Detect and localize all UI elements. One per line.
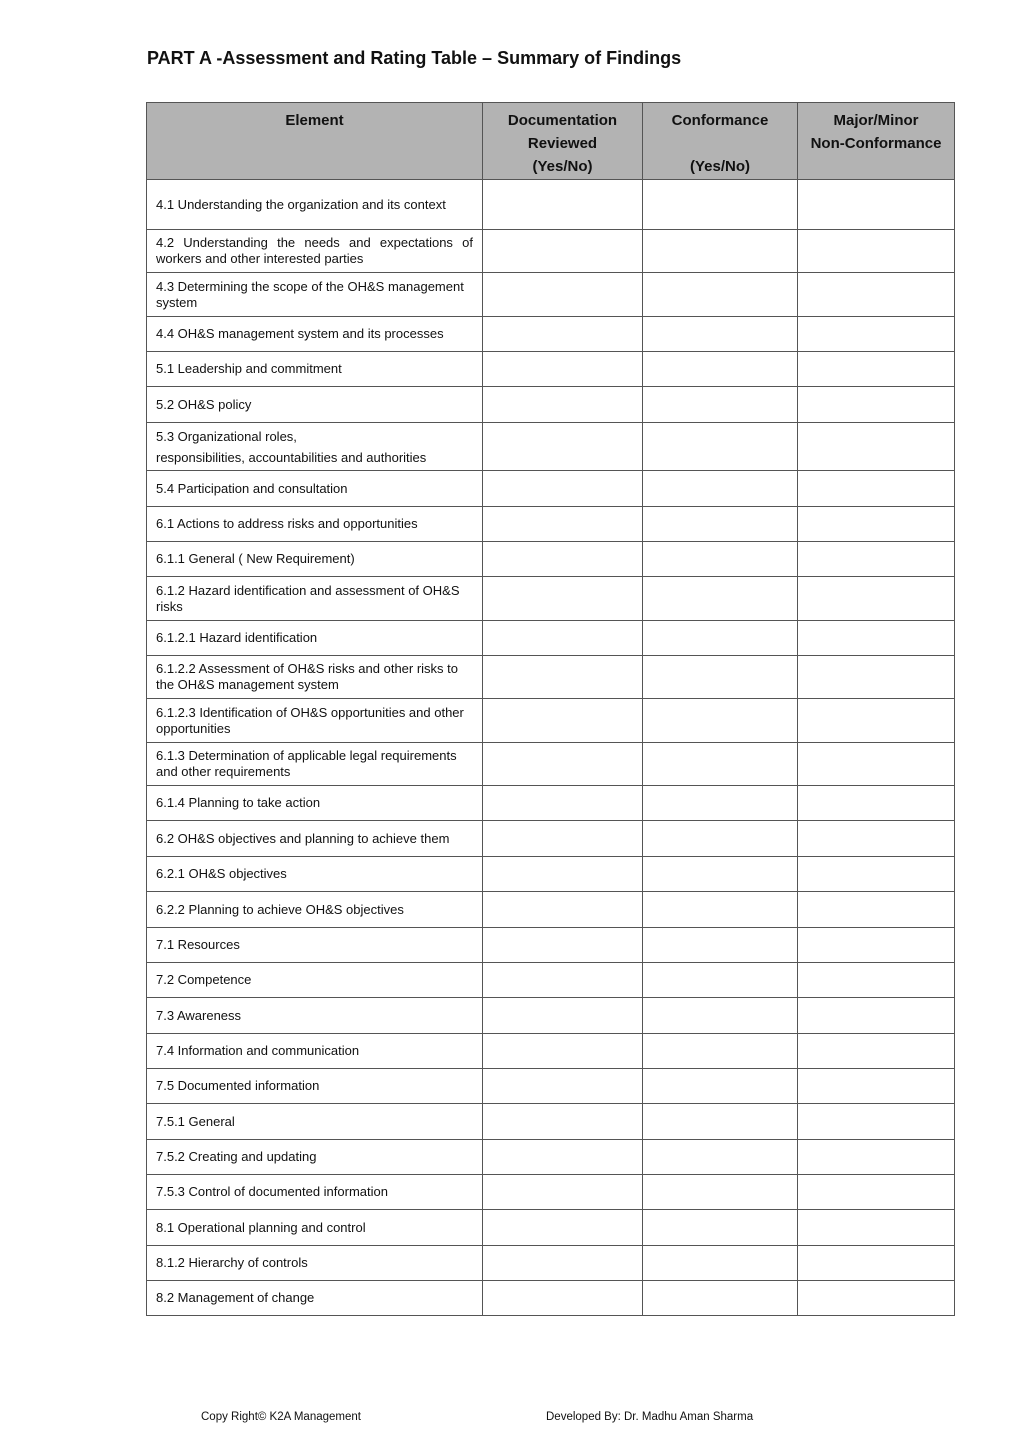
documentation-reviewed-cell[interactable] (483, 1246, 643, 1281)
element-cell: 7.5 Documented information (147, 1069, 483, 1104)
table-row (147, 577, 955, 621)
table-row (147, 507, 955, 542)
table-row (147, 928, 955, 963)
conformance-cell[interactable] (643, 1210, 798, 1246)
element-cell: 6.1.1 General ( New Requirement) (147, 542, 483, 577)
conformance-cell[interactable] (643, 743, 798, 786)
documentation-reviewed-cell[interactable] (483, 230, 643, 273)
conformance-cell[interactable] (643, 1034, 798, 1069)
conformance-cell[interactable] (643, 1175, 798, 1210)
header-nc-line-1: Major/Minor (833, 112, 919, 129)
element-cell: 7.3 Awareness (147, 998, 483, 1034)
documentation-reviewed-cell[interactable] (483, 928, 643, 963)
element-cell: 6.2.1 OH&S objectives (147, 857, 483, 892)
table-row (147, 1246, 955, 1281)
table-row (147, 230, 955, 273)
header-conformance (643, 103, 798, 180)
conformance-cell[interactable] (643, 423, 798, 471)
table-row (147, 273, 955, 317)
documentation-reviewed-cell[interactable] (483, 998, 643, 1034)
documentation-reviewed-cell[interactable] (483, 507, 643, 542)
table-row (147, 471, 955, 507)
table-row (147, 1104, 955, 1140)
non-conformance-cell[interactable] (798, 423, 955, 471)
documentation-reviewed-cell[interactable] (483, 1281, 643, 1316)
table-row (147, 743, 955, 786)
element-cell: 6.1.2.1 Hazard identification (147, 621, 483, 656)
header-element-line: Element (285, 112, 344, 129)
header-documentation-line-1: Documentation (507, 112, 618, 129)
conformance-cell[interactable] (643, 786, 798, 821)
table-row (147, 621, 955, 656)
conformance-cell[interactable] (643, 387, 798, 423)
conformance-cell[interactable] (643, 656, 798, 699)
header-documentation-reviewed (483, 103, 643, 180)
non-conformance-cell[interactable] (798, 928, 955, 963)
conformance-cell[interactable] (643, 621, 798, 656)
conformance-cell[interactable] (643, 857, 798, 892)
conformance-cell[interactable] (643, 180, 798, 230)
non-conformance-cell[interactable] (798, 786, 955, 821)
conformance-cell[interactable] (643, 1246, 798, 1281)
documentation-reviewed-cell[interactable] (483, 1104, 643, 1140)
documentation-reviewed-cell[interactable] (483, 352, 643, 387)
documentation-reviewed-cell[interactable] (483, 542, 643, 577)
footer-copyright: Copy Right© K2A Management (201, 1411, 361, 1423)
element-cell: 4.2 Understanding the needs and expectations of workers and other interested parties (147, 230, 483, 273)
documentation-reviewed-cell[interactable] (483, 1140, 643, 1175)
element-cell: 6.1.4 Planning to take action (147, 786, 483, 821)
conformance-cell[interactable] (643, 507, 798, 542)
documentation-reviewed-cell[interactable] (483, 387, 643, 423)
non-conformance-cell[interactable] (798, 821, 955, 857)
header-conformance-line-3: (Yes/No) (689, 158, 750, 175)
element-cell: 6.1.2 Hazard identification and assessment of OH&S risks (147, 577, 483, 621)
header-conformance-line-2 (647, 132, 793, 155)
non-conformance-cell[interactable] (798, 699, 955, 743)
element-cell: 6.1.3 Determination of applicable legal requirements and other requirements (147, 743, 483, 786)
table-row (147, 352, 955, 387)
non-conformance-cell[interactable] (798, 892, 955, 928)
conformance-cell[interactable] (643, 892, 798, 928)
documentation-reviewed-cell[interactable] (483, 1210, 643, 1246)
conformance-cell[interactable] (643, 577, 798, 621)
non-conformance-cell[interactable] (798, 1140, 955, 1175)
element-cell: 6.2 OH&S objectives and planning to achieve them (147, 821, 483, 857)
element-cell: 8.1 Operational planning and control (147, 1210, 483, 1246)
non-conformance-cell[interactable] (798, 1281, 955, 1316)
conformance-cell[interactable] (643, 471, 798, 507)
non-conformance-cell[interactable] (798, 352, 955, 387)
documentation-reviewed-cell[interactable] (483, 699, 643, 743)
documentation-reviewed-cell[interactable] (483, 621, 643, 656)
documentation-reviewed-cell[interactable] (483, 857, 643, 892)
table-header-row (147, 103, 955, 180)
documentation-reviewed-cell[interactable] (483, 423, 643, 471)
non-conformance-cell[interactable] (798, 1246, 955, 1281)
conformance-cell[interactable] (643, 699, 798, 743)
conformance-cell[interactable] (643, 1069, 798, 1104)
non-conformance-cell[interactable] (798, 1104, 955, 1140)
element-cell: 7.2 Competence (147, 963, 483, 998)
element-cell: 7.5.3 Control of documented information (147, 1175, 483, 1210)
element-cell: 7.1 Resources (147, 928, 483, 963)
non-conformance-cell[interactable] (798, 621, 955, 656)
conformance-cell[interactable] (643, 1140, 798, 1175)
element-cell: 7.4 Information and communication (147, 1034, 483, 1069)
documentation-reviewed-cell[interactable] (483, 743, 643, 786)
element-cell: 4.4 OH&S management system and its processes (147, 317, 483, 352)
non-conformance-cell[interactable] (798, 1069, 955, 1104)
non-conformance-cell[interactable] (798, 577, 955, 621)
table-row (147, 998, 955, 1034)
footer-developer: Developed By: Dr. Madhu Aman Sharma (546, 1411, 754, 1423)
table-row (147, 387, 955, 423)
element-cell: 5.1 Leadership and commitment (147, 352, 483, 387)
table-row (147, 656, 955, 699)
element-cell: 6.1.2.3 Identification of OH&S opportunities and other opportunities (147, 699, 483, 743)
table-row (147, 1034, 955, 1069)
element-cell: 6.1 Actions to address risks and opportunities (147, 507, 483, 542)
assessment-table (146, 102, 955, 1316)
page-title: PART A -Assessment and Rating Table – Summary of Findings (147, 48, 682, 68)
conformance-cell[interactable] (643, 542, 798, 577)
conformance-cell[interactable] (643, 1104, 798, 1140)
non-conformance-cell[interactable] (798, 857, 955, 892)
conformance-cell[interactable] (643, 317, 798, 352)
conformance-cell[interactable] (643, 998, 798, 1034)
table-row (147, 963, 955, 998)
documentation-reviewed-cell[interactable] (483, 1069, 643, 1104)
table-row (147, 1069, 955, 1104)
non-conformance-cell[interactable] (798, 273, 955, 317)
non-conformance-cell[interactable] (798, 1034, 955, 1069)
documentation-reviewed-cell[interactable] (483, 786, 643, 821)
documentation-reviewed-cell[interactable] (483, 1034, 643, 1069)
element-cell: 6.2.2 Planning to achieve OH&S objectives (147, 892, 483, 928)
conformance-cell[interactable] (643, 963, 798, 998)
table-row (147, 317, 955, 352)
conformance-cell[interactable] (643, 928, 798, 963)
non-conformance-cell[interactable] (798, 180, 955, 230)
table-row (147, 857, 955, 892)
table-row (147, 423, 955, 471)
documentation-reviewed-cell[interactable] (483, 892, 643, 928)
documentation-reviewed-cell[interactable] (483, 656, 643, 699)
conformance-cell[interactable] (643, 821, 798, 857)
element-cell: 6.1.2.2 Assessment of OH&S risks and other risks to the OH&S management system (147, 656, 483, 699)
non-conformance-cell[interactable] (798, 656, 955, 699)
element-cell: 7.5.1 General (147, 1104, 483, 1140)
conformance-cell[interactable] (643, 1281, 798, 1316)
element-cell: 4.1 Understanding the organization and its context (147, 180, 483, 230)
table-row (147, 180, 955, 230)
non-conformance-cell[interactable] (798, 542, 955, 577)
table-row (147, 1210, 955, 1246)
non-conformance-cell[interactable] (798, 1175, 955, 1210)
conformance-cell[interactable] (643, 352, 798, 387)
table-row (147, 699, 955, 743)
non-conformance-cell[interactable] (798, 471, 955, 507)
header-documentation-line-3: (Yes/No) (532, 158, 593, 175)
table-row (147, 1281, 955, 1316)
element-cell: 8.2 Management of change (147, 1281, 483, 1316)
element-cell: 7.5.2 Creating and updating (147, 1140, 483, 1175)
non-conformance-cell[interactable] (798, 963, 955, 998)
table-row (147, 542, 955, 577)
documentation-reviewed-cell[interactable] (483, 317, 643, 352)
non-conformance-cell[interactable] (798, 387, 955, 423)
element-cell: 5.3 Organizational roles, responsibilities, accountabilities and authorities (147, 423, 483, 471)
element-cell: 5.2 OH&S policy (147, 387, 483, 423)
non-conformance-cell[interactable] (798, 230, 955, 273)
header-element (147, 103, 483, 180)
documentation-reviewed-cell[interactable] (483, 1175, 643, 1210)
non-conformance-cell[interactable] (798, 317, 955, 352)
documentation-reviewed-cell[interactable] (483, 180, 643, 230)
non-conformance-cell[interactable] (798, 507, 955, 542)
table-row (147, 821, 955, 857)
table-row (147, 892, 955, 928)
non-conformance-cell[interactable] (798, 1210, 955, 1246)
table-row (147, 1140, 955, 1175)
documentation-reviewed-cell[interactable] (483, 963, 643, 998)
element-cell: 8.1.2 Hierarchy of controls (147, 1246, 483, 1281)
non-conformance-cell[interactable] (798, 998, 955, 1034)
documentation-reviewed-cell[interactable] (483, 577, 643, 621)
header-nc-line-2: Non-Conformance (810, 135, 942, 152)
header-major-minor-nc (798, 103, 955, 180)
documentation-reviewed-cell[interactable] (483, 273, 643, 317)
header-documentation-line-2: Reviewed (527, 135, 598, 152)
header-conformance-line-1: Conformance (671, 112, 769, 129)
non-conformance-cell[interactable] (798, 743, 955, 786)
table-row (147, 786, 955, 821)
table-row (147, 1175, 955, 1210)
conformance-cell[interactable] (643, 230, 798, 273)
conformance-cell[interactable] (643, 273, 798, 317)
element-cell: 4.3 Determining the scope of the OH&S management system (147, 273, 483, 317)
documentation-reviewed-cell[interactable] (483, 471, 643, 507)
documentation-reviewed-cell[interactable] (483, 821, 643, 857)
element-cell: 5.4 Participation and consultation (147, 471, 483, 507)
